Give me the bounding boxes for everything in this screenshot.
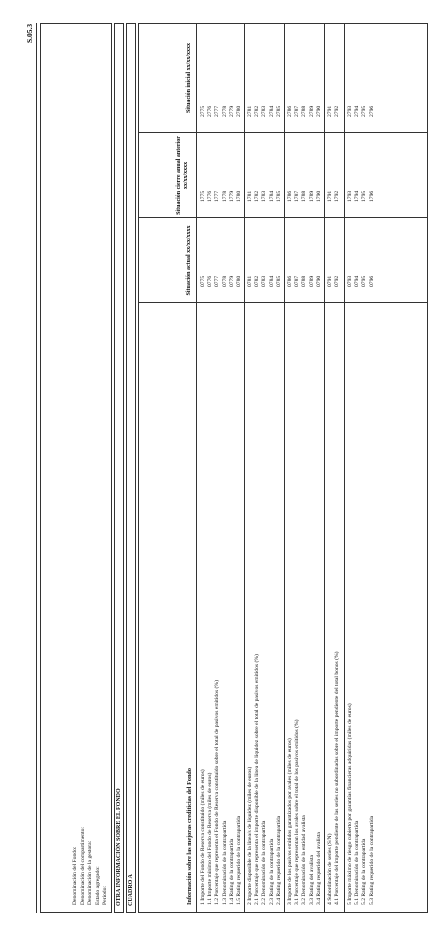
table-cell-code: 1781 <box>247 190 253 202</box>
table-row-label: 1.4 Rating de la contrapartida <box>228 838 235 905</box>
table-row-label: 1 Importe del Fondo de Reserva constituido (miles de euros) <box>200 769 206 905</box>
table-cell-code: 1789 <box>308 190 315 202</box>
table-cell-code: 0778 <box>221 275 228 287</box>
table-cell-code: 0782 <box>254 275 261 287</box>
col-header-previous-line1: Situación cierre anual anterior <box>176 136 182 215</box>
table-row-label: 2.3 Rating de la contrapartida <box>268 838 275 905</box>
table-cell-code: 0786 <box>287 275 293 287</box>
table-row-label: 2.2 Denominación de la contrapartida <box>261 820 268 905</box>
table-cell-code: 2785 <box>275 105 282 117</box>
table-cell-code: 0780 <box>236 275 242 287</box>
table-cell-code: 1779 <box>228 190 235 202</box>
table-cell-code: 0787 <box>294 275 301 287</box>
header-rule <box>196 23 197 913</box>
table-cell-code: 1796 <box>368 190 375 202</box>
table-cell-code: 2778 <box>221 105 228 117</box>
table-cell-code: 0784 <box>268 275 275 287</box>
table-cell-code: 1794 <box>354 190 361 202</box>
table-cell-code: 1782 <box>254 190 261 202</box>
table-cell-code: 2796 <box>368 105 375 117</box>
table-cell-code: 1783 <box>261 190 268 202</box>
col-header-previous <box>176 133 190 218</box>
fund-info-lines <box>72 505 110 905</box>
table-cell-code: 0788 <box>301 275 308 287</box>
table-row-label: 2.1 Porcentaje que representa el importe disponible de la línea de liquidez sobre el total de pasivos emitidos (%) <box>254 654 261 905</box>
table-row-label: 2.4 Rating requerido de la contrapartida <box>275 815 282 905</box>
group-separator <box>344 23 345 913</box>
table-cell-code: 1775 <box>200 190 206 202</box>
table-title: CUADRO A <box>126 23 136 913</box>
table-cell-code: 2777 <box>214 105 221 117</box>
table-cell-code: 0785 <box>275 275 282 287</box>
table-cell-code: 1778 <box>221 190 228 202</box>
table-cell-code: 2791 <box>327 105 333 117</box>
table-cell-code: 0779 <box>228 275 235 287</box>
table-row-label: 5.1 Denominación de la contrapartida <box>354 820 361 905</box>
table-cell-code: 2792 <box>334 105 341 117</box>
table-cell-code: 1780 <box>236 190 242 202</box>
table-cell-code: 2784 <box>268 105 275 117</box>
table-cell-code: 1792 <box>334 190 341 202</box>
table-row-label: 5 Importe máximo de riesgo cubierto por garantías financieras adquiridas (miles de euros) <box>347 703 353 905</box>
col-header-initial-text: Situación inicial xx/xx/xxxx <box>186 43 192 114</box>
table-cell-code: 1791 <box>327 190 333 202</box>
table-cell-code: 0777 <box>214 275 221 287</box>
table-cell-code: 2786 <box>287 105 293 117</box>
table-cell-code: 1788 <box>301 190 308 202</box>
table-row-label: 1.3 Denominación de la contrapartida <box>221 820 228 905</box>
table-cell-code: 2787 <box>294 105 301 117</box>
table-cell-code: 1793 <box>347 190 353 202</box>
table-row-label: 1.5 Rating requerido de la contrapartida <box>236 815 242 905</box>
section-title: OTRA INFORMACIÓN SOBRE EL FONDO <box>114 23 124 913</box>
table-cell-code: 2782 <box>254 105 261 117</box>
col-header-previous-line2: xx/xx/xxxx <box>182 161 189 190</box>
table-row-label: 4.1 Porcentaje del importe pendiente de las series no subordinadas sobre el importe pendiente del total bonos (%) <box>334 651 341 905</box>
table-cell-code: 0794 <box>354 275 361 287</box>
table-cell-code: 0790 <box>315 275 322 287</box>
table-cell-code: 2783 <box>261 105 268 117</box>
table-row-label: 1.2 Porcentaje que representa el Fondo de Reserva constituido sobre el total de pasivos emitidos (%) <box>214 680 221 905</box>
aggregate-state-label: Estado agregado: <box>94 866 101 905</box>
group-separator <box>284 23 285 913</box>
table-cell-code: 1784 <box>268 190 275 202</box>
table-cell-code: 2795 <box>361 105 368 117</box>
table-cell-code: 2775 <box>200 105 206 117</box>
col-header-current-text: Situación actual xx/xx/xxxx <box>186 225 192 296</box>
table-cell-code: 1790 <box>315 190 322 202</box>
table-cell-code: 2793 <box>347 105 353 117</box>
table-cell-code: 0792 <box>334 275 341 287</box>
table-cell-code: 0776 <box>207 275 214 287</box>
group-separator <box>244 23 245 913</box>
table-cell-code: 1776 <box>207 190 214 202</box>
table-cell-code: 0775 <box>200 275 206 287</box>
table-row-label: 3 Importe de los pasivos emitidos garantizados por avales (miles de euros) <box>287 738 293 905</box>
table-cell-code: 2789 <box>308 105 315 117</box>
table-cell-code: 1787 <box>294 190 301 202</box>
table-cell-code: 2794 <box>354 105 361 117</box>
table-cell-code: 2780 <box>236 105 242 117</box>
table-row-label: 3.2 Denominación de la entidad avalista <box>301 815 308 905</box>
compartment-name-label: Denominación del compartimento: <box>79 827 86 905</box>
table-row-label: 5.2 Rating de la contrapartida <box>361 838 368 905</box>
table-row-label: 2 Importe disponible de la línea/s de liquidez (miles de euros) <box>247 766 253 905</box>
table-header-label: Información sobre las mejoras crediticias del Fondo <box>186 768 193 905</box>
table-cell-code: 0796 <box>368 275 375 287</box>
col-divider-1 <box>138 302 428 303</box>
table-cell-code: 2790 <box>315 105 322 117</box>
table-row-label: 3.3 Rating del avalista <box>308 854 315 905</box>
table-row-label: 5.3 Rating requerido de la contrapartida <box>368 815 375 905</box>
col-header-initial <box>186 23 193 133</box>
table-cell-code: 1795 <box>361 190 368 202</box>
table-cell-code: 0781 <box>247 275 253 287</box>
top-rule <box>36 23 37 913</box>
table-row-label: 1.1 Importe mínimo del Fondo de Reserva (miles de euros) <box>207 772 214 905</box>
table-cell-code: 0795 <box>361 275 368 287</box>
table-cell-code: 2781 <box>247 105 253 117</box>
table-cell-code: 2779 <box>228 105 235 117</box>
fund-name-label: Denominación del Fondo: <box>72 846 78 905</box>
table-cell-code: 0791 <box>327 275 333 287</box>
table-cell-code: 2776 <box>207 105 214 117</box>
table-cell-code: 0793 <box>347 275 353 287</box>
table-row-label: 3.1 Porcentaje que representan los avales sobre el total de los pasivos emitidos (%) <box>294 719 301 905</box>
manager-name-label: Denominación de la gestora: <box>87 840 93 905</box>
group-separator <box>324 23 325 913</box>
page-code: S.05.3 <box>25 23 34 43</box>
table-cell-code: 2788 <box>301 105 308 117</box>
col-header-current <box>186 218 193 303</box>
table-cell-code: 0783 <box>261 275 268 287</box>
table-cell-code: 1777 <box>214 190 221 202</box>
table-cell-code: 1786 <box>287 190 293 202</box>
table-cell-code: 1785 <box>275 190 282 202</box>
table-cell-code: 0789 <box>308 275 315 287</box>
period-label: Periodo: <box>102 886 108 905</box>
table-row-label: 3.4 Rating requerido del avalista <box>315 832 322 905</box>
table-row-label: 4 Subordinación de series (S/N) <box>327 833 333 905</box>
